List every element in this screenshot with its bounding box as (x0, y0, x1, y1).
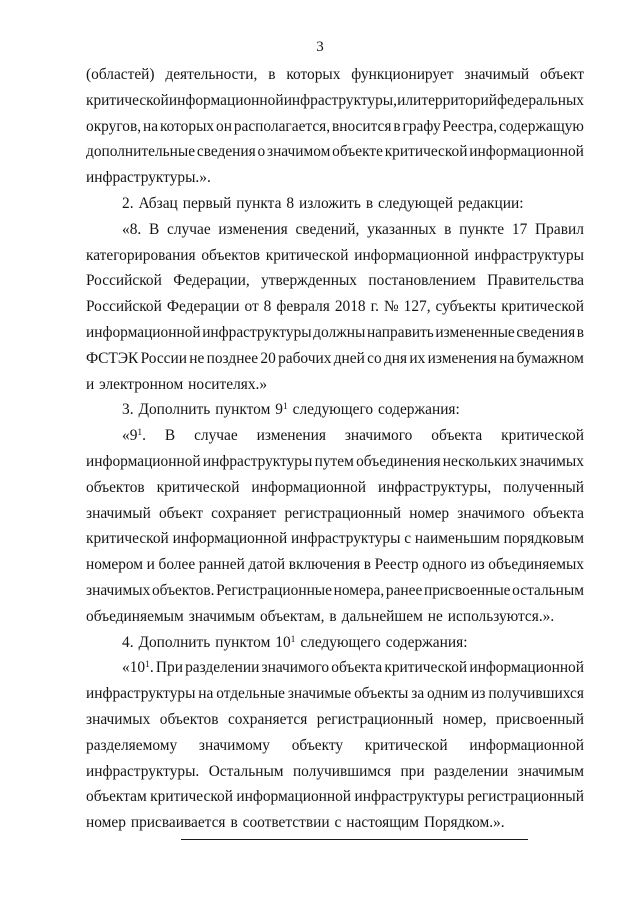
word: за (411, 685, 425, 703)
word: о (257, 143, 266, 161)
word: одним (427, 685, 469, 703)
word: с (334, 814, 342, 832)
word: объектов (86, 478, 145, 496)
word: их (409, 349, 426, 367)
word: критической (86, 530, 169, 548)
word: регистрационный (316, 710, 434, 728)
word: разделяемому (86, 736, 178, 754)
word: Абзац (138, 194, 178, 212)
superscript: 1 (290, 633, 296, 645)
word: настоящим (346, 814, 420, 832)
word: отдельные (216, 685, 285, 703)
superscript: 1 (137, 426, 143, 438)
word: значимых (86, 581, 151, 599)
word: инфраструктуры, (283, 91, 397, 109)
word: в (268, 66, 276, 83)
word: 127, (403, 298, 431, 316)
text-line (86, 681, 584, 707)
word: используются.». (447, 607, 555, 625)
word: и (86, 375, 95, 393)
word: объекта (431, 427, 483, 445)
word: более (158, 556, 196, 574)
word: 2018 (334, 298, 366, 316)
word: округов, (86, 117, 142, 135)
word: в (230, 814, 238, 832)
word: территорий (421, 91, 497, 109)
word: федеральных (497, 91, 584, 109)
word: сведения (196, 143, 256, 161)
word: объединяемых (488, 556, 584, 574)
text-line (86, 501, 584, 527)
word: на (143, 117, 159, 135)
word: Дополнить (138, 633, 211, 651)
word: содержания: (378, 401, 460, 419)
word: дня (383, 349, 408, 367)
text-line (86, 165, 584, 191)
word: присвоенный (496, 710, 584, 728)
word: в (393, 117, 401, 135)
word: или (397, 91, 422, 109)
word: инфраструктуры, (378, 478, 492, 496)
word: информационной (172, 530, 288, 548)
word: указанных (367, 220, 437, 238)
text-line (86, 62, 584, 88)
word: в (444, 220, 452, 238)
word: случае (167, 220, 211, 238)
word: регистрационный (467, 788, 584, 806)
word: располагается, (233, 117, 331, 135)
word: изменения (256, 427, 326, 445)
word: от (244, 298, 259, 316)
word: критической (150, 788, 233, 806)
word: изменения (218, 220, 288, 238)
text-line (86, 88, 584, 114)
word: Российской (86, 298, 162, 316)
word: Правил (535, 220, 584, 238)
word: объектов (159, 710, 219, 728)
word: пункте (459, 220, 505, 238)
word: $9^1$ (275, 401, 288, 419)
word: сохраняется (227, 710, 308, 728)
word: из (471, 685, 486, 703)
word: значимых (519, 452, 584, 470)
word: которых (286, 66, 341, 83)
word: вносится (331, 117, 392, 135)
word: следующего (300, 633, 381, 651)
word: при (400, 762, 425, 780)
word: измененные (435, 323, 515, 341)
word: пунктом (215, 633, 271, 651)
word: инфраструктуры (86, 685, 196, 703)
word: разделении (185, 659, 260, 677)
word: критической (265, 246, 349, 264)
text-line (86, 578, 584, 604)
word: Реестра, (442, 117, 498, 135)
word: информационной (354, 246, 469, 264)
word: критической (501, 298, 584, 316)
word: рабочих (278, 349, 332, 367)
word: инфраструктуры (291, 530, 401, 548)
word: номер, (442, 710, 487, 728)
text-line (86, 423, 584, 449)
word: Дополнить (138, 401, 211, 419)
word: информационной (236, 788, 352, 806)
text-line (86, 784, 584, 810)
word: категорирования (86, 246, 196, 264)
text-line (86, 217, 584, 243)
word: получившимся (292, 762, 392, 780)
text-line (86, 733, 584, 759)
word: объект (158, 504, 203, 522)
word: содержания: (385, 633, 468, 651)
word: полученный (503, 478, 584, 496)
word: объектам, (259, 607, 325, 625)
word: г. (370, 298, 379, 316)
word: сохраняет (211, 504, 277, 522)
word: первый (182, 194, 232, 212)
word: информационной (469, 736, 584, 754)
word: в (576, 323, 584, 341)
word: объектам (86, 788, 147, 806)
word: порядковым (503, 530, 584, 548)
word: объект (540, 66, 584, 83)
word: в (363, 556, 372, 574)
word: случае (194, 427, 238, 445)
word: (областей) (86, 66, 155, 83)
word: номера, (333, 581, 385, 599)
word: включения (288, 556, 361, 574)
text-line (86, 320, 584, 346)
word: значимом (266, 143, 331, 161)
word: России (140, 349, 187, 367)
word: 2. (122, 194, 134, 212)
word: постановлением (368, 272, 476, 290)
word: 8 (286, 194, 295, 212)
word: Регистрационные (216, 581, 332, 599)
word: объединения (356, 452, 441, 470)
text-line (86, 114, 584, 140)
word: значимого (457, 504, 525, 522)
word: объекта (533, 504, 584, 522)
word: присваивается (130, 814, 226, 832)
word: не (189, 349, 205, 367)
word: следующего (292, 401, 374, 419)
word: 20 (260, 349, 276, 367)
word: ФСТЭК (86, 349, 139, 367)
word: направить (366, 323, 434, 341)
word: на (499, 349, 515, 367)
word: объекты (354, 685, 409, 703)
word: Российской (86, 272, 162, 290)
word: Порядком.». (423, 814, 505, 832)
word: № (383, 298, 399, 316)
word: инфраструктуры (202, 452, 313, 470)
text-line (86, 552, 584, 578)
word: номер (409, 504, 450, 522)
word: объекта (331, 659, 383, 677)
word: информационной (469, 659, 584, 677)
word: разделении (434, 762, 509, 780)
word: инфраструктуры (202, 323, 312, 341)
word: информационной (469, 143, 584, 161)
word: критической (384, 659, 468, 677)
text-line (86, 707, 584, 733)
word: инфраструктуры (354, 788, 464, 806)
text-line (86, 294, 584, 320)
word: бумажном (516, 349, 584, 367)
word: инфраструктуры.». (86, 169, 211, 187)
word: информационной (86, 452, 201, 470)
word: пунктом (215, 401, 271, 419)
text-line (86, 372, 584, 398)
word: регистрационный (284, 504, 402, 522)
word: субъекты (435, 298, 497, 316)
word: критической (86, 91, 169, 109)
word: Остальным (208, 762, 284, 780)
word: «8. (122, 220, 142, 238)
word: номер (86, 814, 126, 832)
word: значимый (86, 504, 151, 522)
text-line (86, 630, 584, 656)
word: объединяемым (86, 607, 184, 625)
text-line (86, 449, 584, 475)
page-number: 3 (316, 39, 324, 55)
word: значимым (188, 607, 256, 625)
word: остальным (512, 581, 584, 599)
text-line (86, 243, 584, 269)
word: которых (159, 117, 215, 135)
word: графу (402, 117, 441, 135)
word: в (365, 194, 374, 212)
word: функционирует (351, 66, 454, 83)
word: получившихся (488, 685, 584, 703)
word: информационной (251, 478, 367, 496)
word: объектов. (151, 581, 215, 599)
text-line (86, 526, 584, 552)
word: значимого (344, 427, 413, 445)
superscript: 1 (282, 401, 288, 413)
word: значимому (198, 736, 270, 754)
word: 8 (263, 298, 272, 316)
text-line (86, 810, 584, 836)
word: соответствии (242, 814, 330, 832)
word: присвоенные (423, 581, 511, 599)
word: В (164, 427, 176, 445)
document-body (86, 62, 584, 836)
word: «$9^1$. (122, 426, 147, 445)
word: редакции: (458, 194, 524, 212)
text-line (86, 655, 584, 681)
word: наименьшим (414, 530, 500, 548)
word: значимые (287, 685, 352, 703)
word: инфраструктуры. (86, 762, 200, 780)
word: одного (422, 556, 467, 574)
text-line (86, 346, 584, 372)
word: путем (314, 452, 354, 470)
word: $10^1$ (275, 633, 296, 651)
word: утвержденных (261, 272, 357, 290)
word: изменения (427, 349, 497, 367)
word: критической (156, 478, 240, 496)
word: должны (313, 323, 366, 341)
word: 4. (122, 633, 134, 651)
word: носителях.» (188, 375, 268, 393)
text-line (86, 604, 584, 630)
word: объектов (201, 246, 261, 264)
word: следующей (378, 194, 454, 212)
word: дальнейшем (341, 607, 423, 625)
word: дополнительные (86, 143, 196, 161)
text-line (86, 191, 584, 217)
word: со (367, 349, 382, 367)
word: значимых (86, 710, 151, 728)
separator-line (181, 839, 528, 840)
word: 17 (511, 220, 528, 238)
word: Федерации, (173, 272, 250, 290)
word: изложить (298, 194, 361, 212)
word: критической (364, 736, 448, 754)
text-line (86, 268, 584, 294)
word: ранней (198, 556, 245, 574)
word: электронном (99, 375, 184, 393)
text-line (86, 759, 584, 785)
word: объекте (332, 143, 383, 161)
word: в (329, 607, 337, 625)
word: номером (86, 556, 144, 574)
word: датой (248, 556, 286, 574)
word: значимый (464, 66, 530, 83)
word: пункта (236, 194, 282, 212)
text-line (86, 397, 584, 423)
word: критической (384, 143, 468, 161)
word: 3. (122, 401, 134, 419)
word: Федерации (166, 298, 240, 316)
word: В (149, 220, 160, 238)
word: не (427, 607, 443, 625)
word: и (146, 556, 155, 574)
word: содержащую (498, 117, 584, 135)
word: значимым (517, 762, 584, 780)
word: значимого (261, 659, 330, 677)
word: информационной (168, 91, 284, 109)
word: дней (333, 349, 365, 367)
superscript: 1 (145, 659, 150, 671)
word: При (155, 659, 183, 677)
word: «$10^1$. (122, 659, 154, 677)
word: позднее (206, 349, 259, 367)
word: с (404, 530, 412, 548)
word: Реестр (374, 556, 419, 574)
word: сведения (516, 323, 576, 341)
word: сведений, (295, 220, 360, 238)
word: он (216, 117, 232, 135)
word: на (198, 685, 214, 703)
word: февраля (276, 298, 330, 316)
text-line (86, 139, 584, 165)
word: нескольких (442, 452, 518, 470)
word: инфраструктуры (474, 246, 584, 264)
word: из (470, 556, 485, 574)
text-line (86, 475, 584, 501)
word: деятельности, (165, 66, 258, 83)
word: критической (501, 427, 584, 445)
word: Правительства (487, 272, 584, 290)
word: информационной (86, 323, 201, 341)
word: ранее (385, 581, 423, 599)
word: объекту (291, 736, 344, 754)
